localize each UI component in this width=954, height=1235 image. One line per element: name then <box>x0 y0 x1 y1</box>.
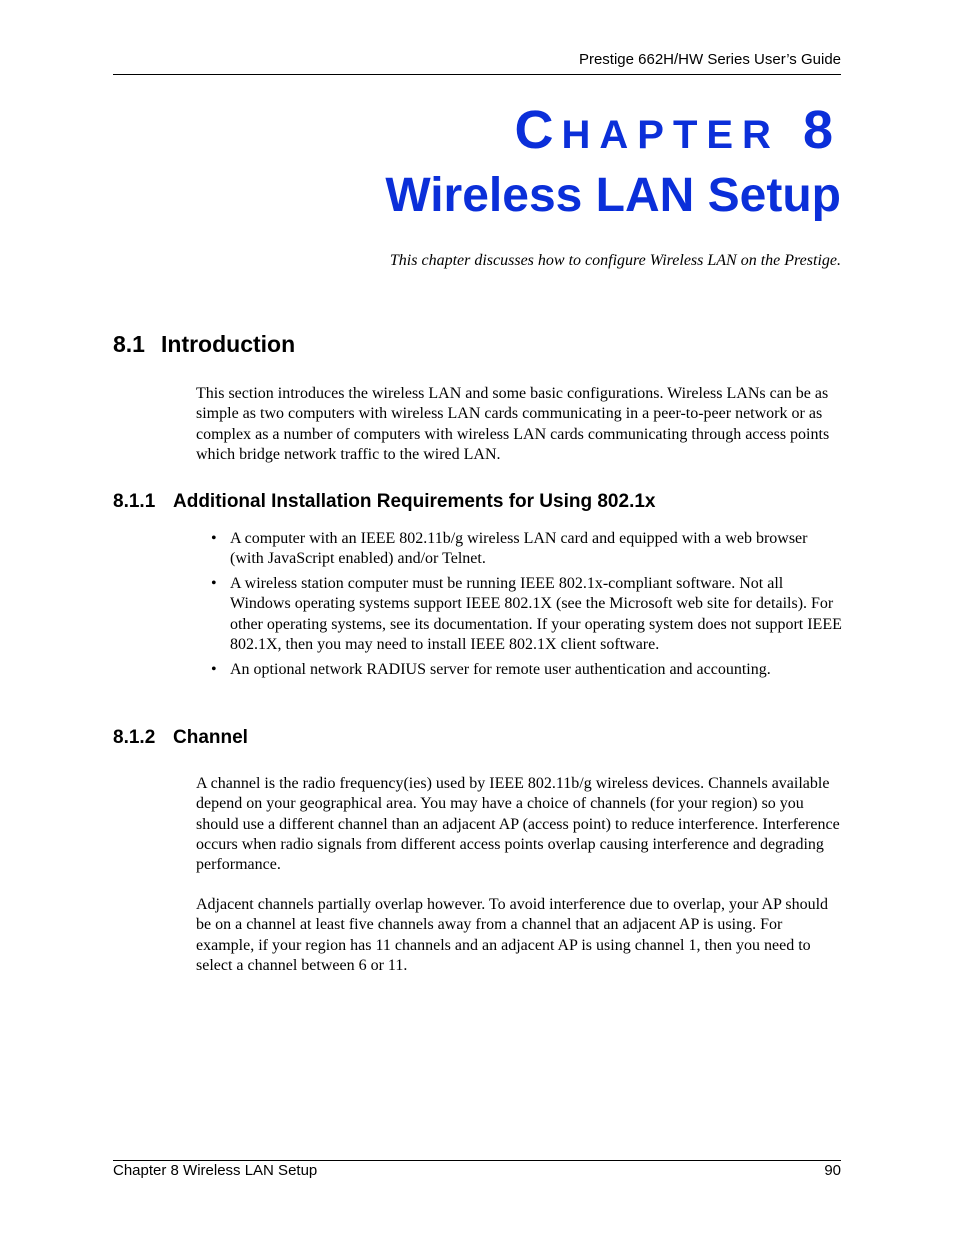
footer-divider <box>113 1160 841 1161</box>
bullet-marker: • <box>211 575 217 593</box>
footer-chapter-label: Chapter 8 Wireless LAN Setup <box>113 1162 318 1179</box>
introduction-paragraph: This section introduces the wireless LAN and some basic configurations. Wireless LANs can be as simple as two computers with wireless LAN cards communicating in a peer-to-peer network or as complex as a number of computers with wireless LAN cards communicating through access points which bridge network traffic to the wired LAN. <box>196 385 830 463</box>
section-heading-channel <box>113 727 248 749</box>
section-number: 8.1.1 <box>113 491 156 512</box>
channel-paragraph-2: Adjacent channels partially overlap however. To avoid interference due to overlap, your AP should be on a channel at least five channels away from a channel that an adjacent AP is using. For example, if your region has 11 channels and an adjacent AP is using channel 1, then you need to select a channel between 6 or 11. <box>196 896 829 974</box>
chapter-number: 8 <box>802 100 841 160</box>
list-item-text: A wireless station computer must be running IEEE 802.1x-compliant software. Not all Windows operating systems support IEEE 802.1X (see the Microsoft web site for details). For other operating systems, see its documentation. If your operating system does not support IEEE 802.1X, then you may need to install IEEE 802.1X client software. <box>230 575 842 653</box>
section-title: Introduction <box>161 331 296 357</box>
requirements-list <box>196 529 842 685</box>
chapter-intro: This chapter discusses how to configure Wireless LAN on the Prestige. <box>389 252 841 269</box>
running-header: Prestige 662H/HW Series User’s Guide <box>578 51 841 68</box>
list-item <box>196 660 842 680</box>
bullet-marker: • <box>211 660 217 678</box>
bullet-marker: • <box>211 530 217 547</box>
chapter-label-rest: HAPTER <box>561 113 780 157</box>
channel-paragraph-1: A channel is the radio frequency(ies) used by IEEE 802.11b/g wireless devices. Channels available depend on your geographical area. You may have a choice of channels (for your region) so you should use a different channel than an adjacent AP (access point) to reduce interference. Interference occurs when radio signals from different access points overlap causing interference and degrading performance. <box>196 775 840 874</box>
page-number: 90 <box>824 1162 841 1179</box>
header-divider <box>113 74 841 75</box>
chapter-label <box>514 98 841 167</box>
list-item-text: An optional network RADIUS server for remote user authentication and accounting. <box>230 660 771 678</box>
section-heading-installation-requirements <box>113 491 655 513</box>
section-heading-introduction <box>113 331 295 358</box>
section-number: 8.1 <box>113 331 145 357</box>
section-number: 8.1.2 <box>113 727 156 748</box>
list-item <box>196 529 842 570</box>
list-item <box>196 574 842 655</box>
section-title: Channel <box>173 727 248 748</box>
list-item-text: A computer with an IEEE 802.11b/g wireless LAN card and equipped with a web browser (with JavaScript enabled) and/or Telnet. <box>230 530 808 568</box>
chapter-title: Wireless LAN Setup <box>385 169 841 222</box>
section-title: Additional Installation Requirements for Using 802.1x <box>173 491 656 512</box>
chapter-label-initial: C <box>514 100 562 160</box>
